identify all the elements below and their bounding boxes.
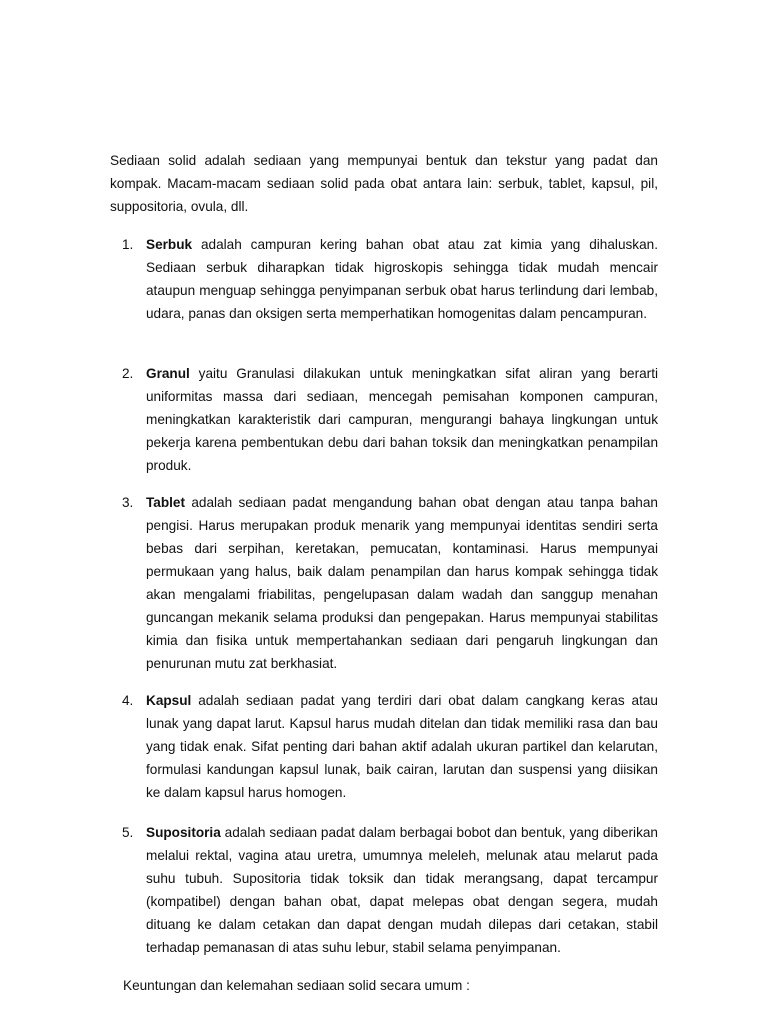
list-item-supositoria — [122, 821, 658, 959]
section-lead-line: Keuntungan dan kelemahan sediaan solid secara umum : — [123, 978, 470, 993]
list-item-body — [146, 233, 658, 325]
list-text: adalah sediaan padat dalam berbagai bobot dan bentuk, yang diberikan melalui rektal, vagina atau uretra, umumnya meleleh, melunak atau melarut pada suhu tubuh. Supositoria tidak toksik dan tidak merangsang, dapat tercampur (kompatibel) dengan bahan obat, dapat melepas obat dengan segera, mudah dituang ke dalam cetakan dan dapat dengan mudah dilepas dari cetakan, stabil terhadap pemanasan di atas suhu lebur, stabil selama penyimpanan. — [146, 825, 658, 955]
list-term: Serbuk — [146, 237, 193, 252]
list-item-body — [146, 821, 658, 959]
list-item-body — [146, 689, 658, 804]
list-text: adalah sediaan padat mengandung bahan obat dengan atau tanpa bahan pengisi. Harus merupakan produk menarik yang mempunyai identitas sendiri serta bebas dari serpihan, keretakan, pemucatan, kontaminasi. Harus mempunyai permukaan yang halus, baik dalam penampilan dan harus kompak sehingga tidak akan mengalami friabilitas, pengelupasan dalam wadah dan sanggup menahan guncangan mekanik selama produksi dan pengepakan. Harus mempunyai stabilitas kimia dan fisika untuk mempertahankan sediaan dari pengaruh lingkungan dan penurunan mutu zat berkhasiat. — [146, 495, 658, 671]
list-number: 4. — [122, 693, 134, 708]
list-item-kapsul — [122, 689, 658, 804]
list-term: Supositoria — [146, 825, 221, 840]
list-term: Kapsul — [146, 693, 192, 708]
list-number: 1. — [122, 237, 134, 252]
list-term: Tablet — [146, 495, 186, 510]
list-term: Granul — [146, 366, 190, 381]
list-number: 3. — [122, 495, 134, 510]
list-item-tablet — [122, 491, 658, 675]
list-item-serbuk — [122, 233, 658, 325]
list-text: adalah sediaan padat yang terdiri dari obat dalam cangkang keras atau lunak yang dapat larut. Kapsul harus mudah ditelan dan tidak memiliki rasa dan bau yang tidak enak. Sifat penting dari bahan aktif adalah ukuran partikel dan kelarutan, formulasi kandungan kapsul lunak, baik cairan, larutan dan suspensi yang diisikan ke dalam kapsul harus homogen. — [146, 693, 658, 800]
list-item-body — [146, 362, 658, 477]
intro-paragraph: Sediaan solid adalah sediaan yang mempunyai bentuk dan tekstur yang padat dan kompak. Macam-macam sediaan solid pada obat antara lain: serbuk, tablet, kapsul, pil, suppositoria, ovula, dll. — [110, 153, 658, 214]
list-text: yaitu Granulasi dilakukan untuk meningkatkan sifat aliran yang berarti uniformitas massa dari sediaan, mencegah pemisahan komponen campuran, meningkatkan karakteristik dari campuran, mengurangi bahaya lingkungan untuk pekerja karena pembentukan debu dari bahan toksik dan meningkatkan penampilan produk. — [146, 366, 658, 473]
list-number: 5. — [122, 825, 134, 840]
list-item-granul — [122, 362, 658, 477]
list-text: adalah campuran kering bahan obat atau zat kimia yang dihaluskan. Sediaan serbuk diharapkan tidak higroskopis sehingga tidak mudah mencair ataupun menguap sehingga penyimpanan serbuk obat harus terlindung dari lembab, udara, panas dan oksigen serta memperhatikan homogenitas dalam pencampuran. — [146, 237, 658, 321]
list-item-body — [146, 491, 658, 675]
list-number: 2. — [122, 366, 134, 381]
